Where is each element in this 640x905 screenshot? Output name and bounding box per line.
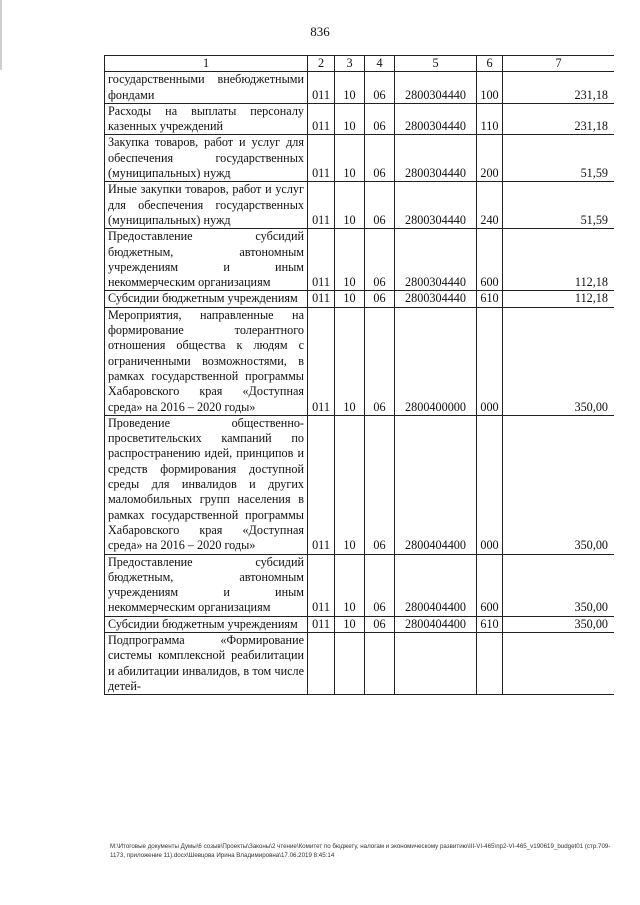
row-target-article	[395, 632, 477, 694]
table-row	[105, 291, 615, 307]
row-name-cell: государственными внебюджетными фондами	[105, 72, 308, 104]
row-subsection-code: 06	[365, 182, 395, 229]
row-ministry-code: 011	[308, 182, 335, 229]
row-expense-type: 240	[477, 182, 503, 229]
budget-table	[104, 55, 614, 695]
row-target-article: 2800304440	[395, 103, 477, 135]
row-subsection-code: 06	[365, 291, 395, 307]
header-col-2: 2	[308, 56, 335, 72]
row-section-code	[335, 632, 365, 694]
row-expense-type: 000	[477, 415, 503, 554]
row-amount: 350,00	[503, 415, 615, 554]
row-ministry-code: 011	[308, 616, 335, 632]
row-subsection-code: 06	[365, 135, 395, 182]
header-col-1: 1	[105, 56, 308, 72]
row-subsection-code: 06	[365, 103, 395, 135]
row-ministry-code: 011	[308, 135, 335, 182]
table-row	[105, 182, 615, 229]
table-row	[105, 307, 615, 415]
row-section-code: 10	[335, 103, 365, 135]
row-expense-type: 110	[477, 103, 503, 135]
row-amount: 231,18	[503, 103, 615, 135]
row-section-code: 10	[335, 229, 365, 291]
row-name-cell: Проведение общественно-просветительских кампаний по распространению идей, принципов и средств формирования доступной среды для инвалидов и других маломобильных групп населения в рамках государственной программы Хабаровского края «Доступная среда» на 2016 – 2020 годы»	[105, 415, 308, 554]
row-ministry-code: 011	[308, 229, 335, 291]
row-ministry-code	[308, 632, 335, 694]
row-section-code: 10	[335, 182, 365, 229]
table-row	[105, 554, 615, 616]
row-amount	[503, 632, 615, 694]
header-col-3: 3	[335, 56, 365, 72]
row-subsection-code: 06	[365, 72, 395, 104]
row-subsection-code: 06	[365, 307, 395, 415]
row-amount: 112,18	[503, 291, 615, 307]
row-ministry-code: 011	[308, 291, 335, 307]
row-ministry-code: 011	[308, 554, 335, 616]
row-section-code: 10	[335, 554, 365, 616]
row-target-article: 2800404400	[395, 415, 477, 554]
row-amount: 112,18	[503, 229, 615, 291]
row-amount: 51,59	[503, 182, 615, 229]
row-name-cell: Предоставление субсидий бюджетным, автономным учреждениям и иным некоммерческим организациям	[105, 554, 308, 616]
row-expense-type: 600	[477, 229, 503, 291]
row-target-article: 2800404400	[395, 554, 477, 616]
row-name-cell: Подпрограмма «Формирование системы комплексной реабилитации и абилитации инвалидов, в том числе детей-	[105, 632, 308, 694]
header-col-5: 5	[395, 56, 477, 72]
row-name-cell: Субсидии бюджетным учреждениям	[105, 291, 308, 307]
row-ministry-code: 011	[308, 415, 335, 554]
row-section-code: 10	[335, 72, 365, 104]
table-row	[105, 632, 615, 694]
row-target-article: 2800304440	[395, 72, 477, 104]
row-target-article: 2800304440	[395, 135, 477, 182]
row-expense-type: 610	[477, 291, 503, 307]
row-section-code: 10	[335, 616, 365, 632]
row-expense-type: 600	[477, 554, 503, 616]
table-row	[105, 135, 615, 182]
row-amount: 51,59	[503, 135, 615, 182]
row-target-article: 2800404400	[395, 616, 477, 632]
row-target-article: 2800304440	[395, 182, 477, 229]
row-expense-type: 000	[477, 307, 503, 415]
row-expense-type: 200	[477, 135, 503, 182]
table-row	[105, 229, 615, 291]
row-subsection-code	[365, 632, 395, 694]
row-section-code: 10	[335, 307, 365, 415]
table-row	[105, 72, 615, 104]
row-amount: 231,18	[503, 72, 615, 104]
page-number: 836	[310, 24, 330, 39]
row-amount: 350,00	[503, 307, 615, 415]
row-name-cell: Мероприятия, направленные на формирование толерантного отношения общества к людям с ограниченными возможностями, в рамках государственной программы Хабаровского края «Доступная среда» на 2016 – 2020 годы»	[105, 307, 308, 415]
header-col-4: 4	[365, 56, 395, 72]
row-name-cell: Расходы на выплаты персоналу казенных учреждений	[105, 103, 308, 135]
row-expense-type	[477, 632, 503, 694]
row-subsection-code: 06	[365, 415, 395, 554]
row-amount: 350,00	[503, 554, 615, 616]
row-section-code: 10	[335, 291, 365, 307]
table-row	[105, 103, 615, 135]
row-name-cell: Закупка товаров, работ и услуг для обеспечения государственных (муниципальных) нужд	[105, 135, 308, 182]
document-footer-path: М:\Итоговые документы Думы\6 созыв\Проекты\Законы\2 чтение\Комитет по бюджету, налогам и экономическому развитию\III-VI-465\пр2-VI-465_v190619_budget01 (стр.709-1173, приложение 11).docx\Шевцова Ирина Владимировна\17.06.2019 8:45:14	[110, 843, 611, 859]
table-row	[105, 415, 615, 554]
row-ministry-code: 011	[308, 103, 335, 135]
row-name-cell: Иные закупки товаров, работ и услуг для обеспечения государственных (муниципальных) нужд	[105, 182, 308, 229]
table-row	[105, 616, 615, 632]
row-name-cell: Предоставление субсидий бюджетным, автономным учреждениям и иным некоммерческим организациям	[105, 229, 308, 291]
row-ministry-code: 011	[308, 72, 335, 104]
row-expense-type: 100	[477, 72, 503, 104]
budget-table-body	[105, 56, 615, 695]
row-target-article: 2800304440	[395, 229, 477, 291]
row-section-code: 10	[335, 135, 365, 182]
header-col-7: 7	[503, 56, 615, 72]
row-ministry-code: 011	[308, 307, 335, 415]
row-section-code: 10	[335, 415, 365, 554]
row-subsection-code: 06	[365, 616, 395, 632]
header-col-6: 6	[477, 56, 503, 72]
row-expense-type: 610	[477, 616, 503, 632]
row-amount: 350,00	[503, 616, 615, 632]
row-target-article: 2800304440	[395, 291, 477, 307]
table-header-row	[105, 56, 615, 72]
row-subsection-code: 06	[365, 554, 395, 616]
row-name-cell: Субсидии бюджетным учреждениям	[105, 616, 308, 632]
budget-table-container	[104, 55, 614, 833]
row-subsection-code: 06	[365, 229, 395, 291]
row-target-article: 2800400000	[395, 307, 477, 415]
